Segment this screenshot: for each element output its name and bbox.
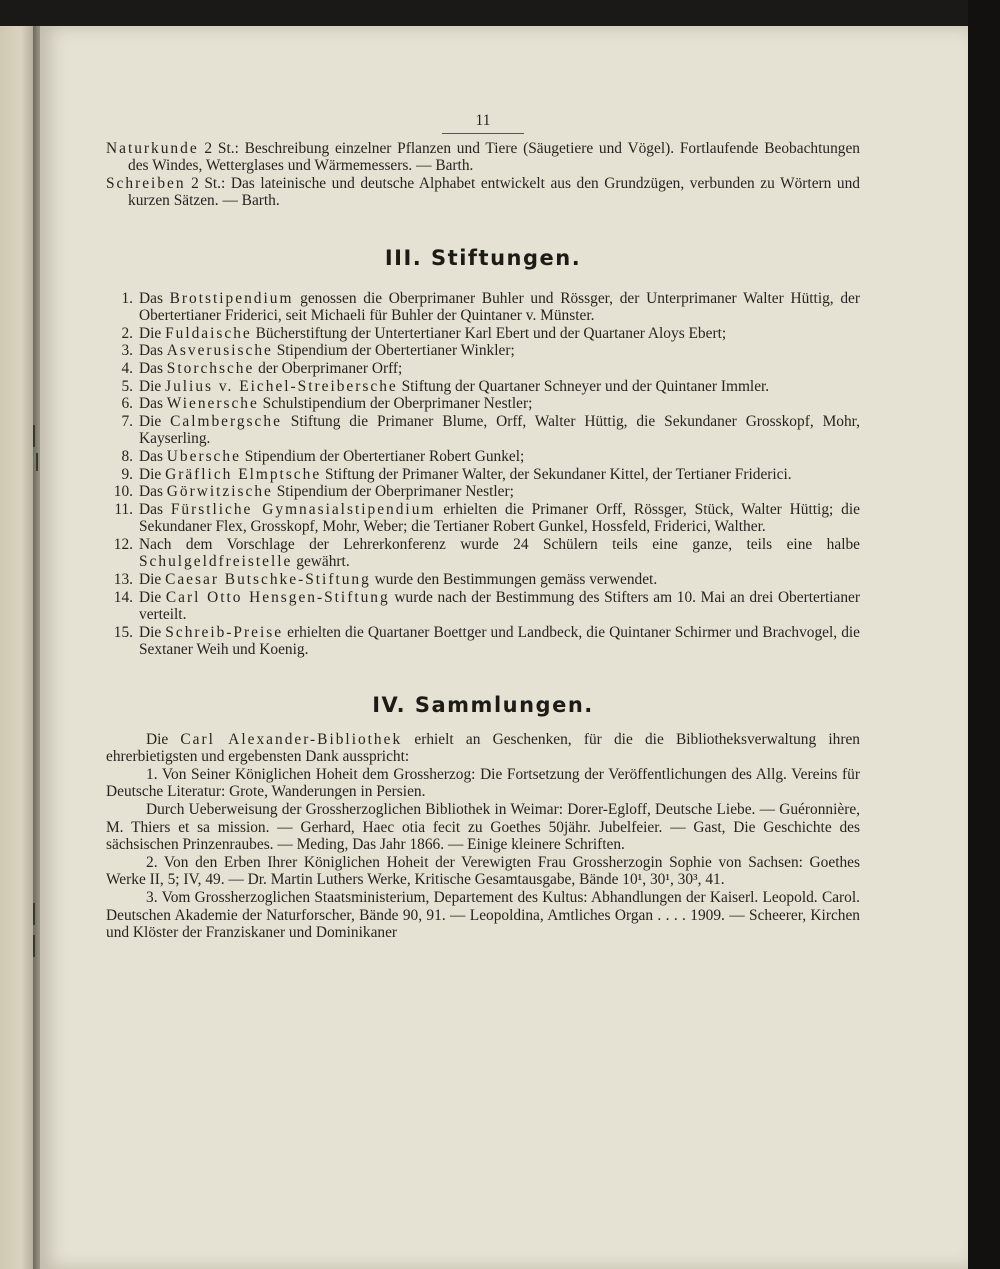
list-item: 1. Das Brotstipendium genossen die Oberprimaner Buhler und Rössger, der Unterprimaner Walter Hüttig, der Obertertianer Friderici, seit Michaeli für Buhler der Quintaner v. Münster. (121, 289, 860, 325)
list-item: 9. Die Gräflich Elmptsche Stiftung der Primaner Walter, der Sekundaner Kittel, der Tertianer Friderici. (121, 465, 792, 483)
list-item: 6. Das Wienersche Schulstipendium der Oberprimaner Nestler; (121, 395, 533, 413)
page-number: 11 (106, 112, 860, 134)
sammlungen-paragraph: 3. Vom Grossherzoglichen Staatsministerium, Departement des Kultus: Abhandlungen der Kaiserl. Leopold. Carol. Deutschen Akademie der Naturforscher, Bände 90, 91. — Leopoldina, Amtliches Organ . . . . 1909. — Scheerer, Kirchen und Klöster der Franziskaner und Dominikaner (106, 888, 860, 942)
list-item: 8. Das Ubersche Stipendium der Obertertianer Robert Gunkel; (121, 447, 525, 465)
margin-mark (36, 453, 38, 471)
scan-background (968, 0, 1000, 1269)
list-item: 4. Das Storchsche der Oberprimaner Orff; (121, 359, 403, 377)
sammlungen-paragraph: 1. Von Seiner Königlichen Hoheit dem Grossherzog: Die Fortsetzung der Veröffentlichungen des Allg. Vereins für Deutsche Literatur: Grote, Wanderungen in Persien. (106, 765, 860, 801)
margin-mark (33, 425, 35, 447)
sammlungen-paragraph: Durch Ueberweisung der Grossherzoglichen Bibliothek in Weimar: Dorer-Egloff, Deutsche Liebe. — Guéronnière, M. Thiers et sa mission. — Gerhard, Haec otia fecit zu Goethes 50jähr. Jubelfeier. — Gast, Die Geschichte des sächsischen Prinzenraubes. — Meding, Das Jahr 1866. — Einige kleinere Schriften. (106, 801, 860, 854)
list-item: 2. Die Fuldaische Bücherstiftung der Untertertianer Karl Ebert und der Quartaner Aloys Ebert; (121, 324, 727, 342)
sammlungen-intro: Die Carl Alexander-Bibliothek erhielt an Geschenken, für die die Bibliotheksverwaltung ihren ehrerbietigsten und ergebensten Dank ausspricht: (106, 730, 861, 766)
list-item: 14. Die Carl Otto Hensgen-Stiftung wurde nach der Bestimmung des Stifters am 10. Mai an drei Obertertianer verteilt. (113, 588, 860, 624)
section-heading-sammlungen: IV. Sammlungen. (372, 693, 594, 718)
list-item: 7. Die Calmbergsche Stiftung die Primaner Blume, Orff, Walter Hüttig, die Sekundaner Grosskopf, Mohr, Kayserling. (121, 412, 861, 448)
list-item: 13. Die Caesar Butschke-Stiftung wurde den Bestimmungen gemäss verwendet. (113, 571, 658, 589)
sammlungen-paragraph: 2. Von den Erben Ihrer Königlichen Hoheit der Verewigten Frau Grossherzogin Sophie von Sachsen: Goethes Werke II, 5; IV, 49. — Dr. Martin Luthers Werke, Kritische Gesamtausgabe, Bände 10¹, 30¹, 30³, 41. (106, 853, 860, 889)
margin-mark (33, 903, 35, 925)
margin-mark (33, 935, 35, 957)
list-item: 12. Nach dem Vorschlage der Lehrerkonferenz wurde 24 Schülern teils eine ganze, teils eine halbe Schulgeldfreistelle gewährt. (113, 535, 860, 571)
list-item: 11. Das Fürstliche Gymnasialstipendium erhielten die Primaner Orff, Rössger, Stück, Walter Hüttig; die Sekundaner Flex, Grosskopf, Mohr, Weber; die Tertianer Robert Gunkel, Hossfeld, Friderici, Walther. (114, 500, 860, 536)
list-item: 5. Die Julius v. Eichel-Streibersche Stiftung der Quartaner Schneyer und der Quintaner Immler. (121, 377, 770, 395)
intro-paragraph: Schreiben 2 St.: Das lateinische und deutsche Alphabet entwickelt aus den Grundzügen, verbunden zu Wörtern und kurzen Sätzen. — Barth. (106, 174, 860, 210)
intro-paragraph: Naturkunde 2 St.: Beschreibung einzelner Pflanzen und Tiere (Säugetiere und Vögel). Fortlaufende Beobachtungen des Windes, Wetterglases und Wärmemessers. — Barth. (106, 139, 860, 175)
list-item: 3. Das Asverusische Stipendium der Obertertianer Winkler; (121, 342, 515, 360)
page-content (106, 112, 860, 942)
list-item: 10. Das Görwitzische Stipendium der Oberprimaner Nestler; (113, 483, 514, 501)
stiftungen-list (106, 290, 860, 659)
section-heading-stiftungen: III. Stiftungen. (384, 245, 582, 270)
list-item: 15. Die Schreib-Preise erhielten die Quartaner Boettger und Landbeck, die Quintaner Schirmer und Brachvogel, die Sextaner Weih und Koenig. (113, 623, 860, 659)
